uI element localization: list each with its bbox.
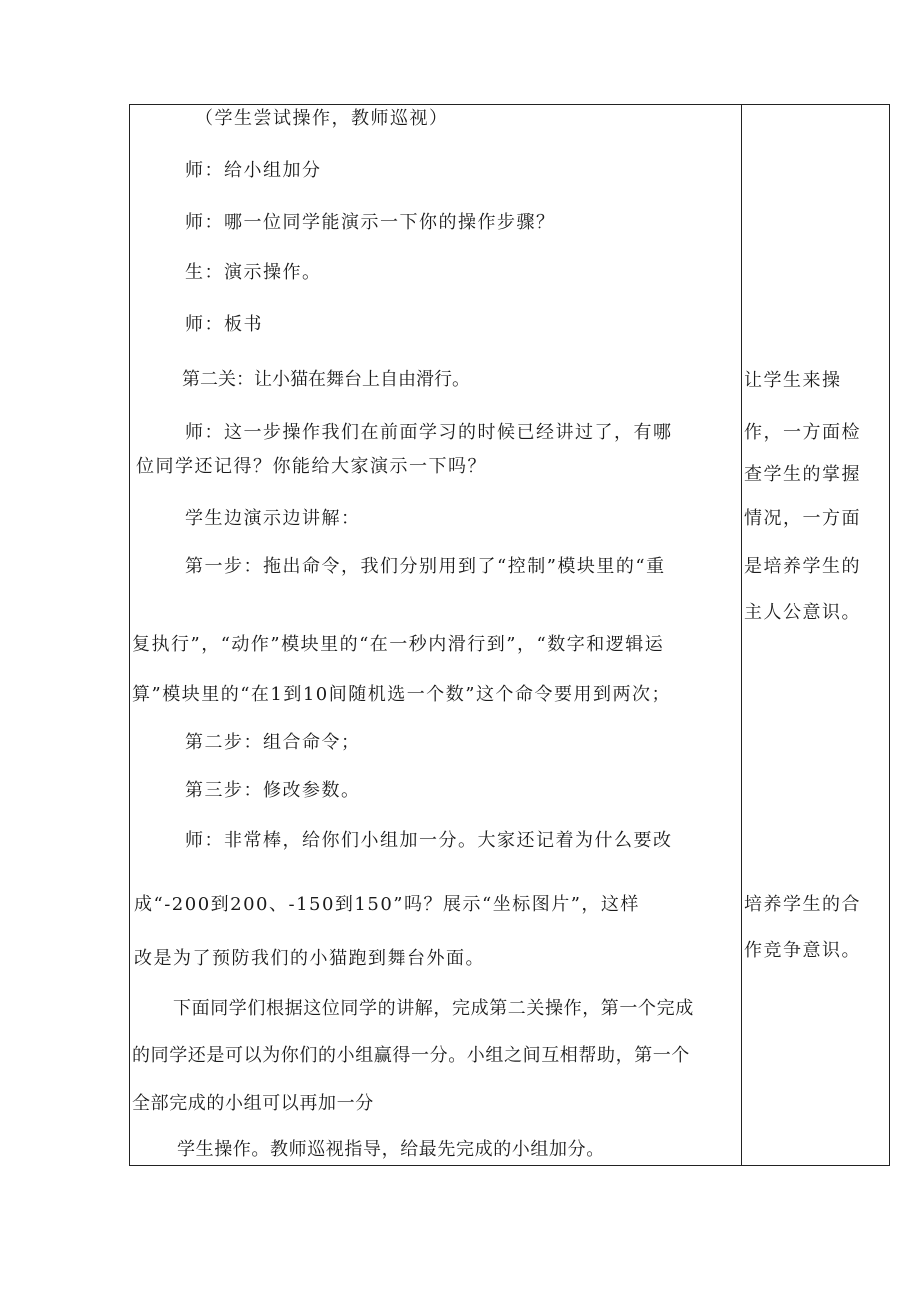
text-line: 师：这一步操作我们在前面学习的时候已经讲过了，有哪: [185, 422, 673, 443]
text-line: 第三步：修改参数。: [185, 780, 361, 801]
text-line: 全部完成的小组可以再加一分: [132, 1093, 374, 1114]
text-line: 成“-200到200、-150到150”吗？展示“坐标图片”，这样: [134, 894, 640, 915]
note-line: 主人公意识。: [744, 602, 861, 623]
text-line: 学生边演示边讲解：: [185, 508, 361, 529]
text-line: 下面同学们根据这位同学的讲解，完成第二关操作，第一个完成: [173, 998, 694, 1019]
text-line: 生：演示操作。: [185, 262, 322, 283]
note-line: 让学生来操: [744, 370, 842, 391]
note-line: 是培养学生的: [744, 556, 861, 577]
note-line: 情况，一方面: [744, 508, 861, 529]
section-heading: 第二关：让小猫在舞台上自由滑行。: [182, 369, 470, 390]
text-line: 师：给小组加分: [185, 160, 322, 181]
column-divider: [741, 105, 742, 1165]
note-line: 培养学生的合: [744, 894, 861, 915]
text-line: 算”模块里的“在1到10间随机选一个数”这个命令要用到两次；: [132, 684, 671, 705]
text-line: （学生尝试操作，教师巡视）: [195, 108, 449, 129]
text-line: 位同学还记得？你能给大家演示一下吗？: [136, 456, 487, 477]
text-line: 第一步：拖出命令，我们分别用到了“控制”模块里的“重: [185, 556, 666, 577]
note-line: 查学生的掌握: [744, 464, 861, 485]
note-line: 作，一方面检: [744, 422, 861, 443]
text-line: 的同学还是可以为你们的小组赢得一分。小组之间互相帮助，第一个: [132, 1045, 690, 1066]
text-line: 师：板书: [185, 314, 263, 335]
text-line: 师：哪一位同学能演示一下你的操作步骤？: [185, 212, 556, 233]
text-line: 改是为了预防我们的小猫跑到舞台外面。: [134, 948, 485, 969]
note-line: 作竞争意识。: [744, 940, 861, 961]
lesson-table: [129, 104, 890, 1166]
text-line: 第二步：组合命令；: [185, 732, 361, 753]
text-line: 学生操作。教师巡视指导，给最先完成的小组加分。: [177, 1139, 605, 1160]
text-line: 复执行”，“动作”模块里的“在一秒内滑行到”，“数字和逻辑运: [132, 634, 665, 655]
text-line: 师：非常棒，给你们小组加一分。大家还记着为什么要改: [185, 830, 673, 851]
